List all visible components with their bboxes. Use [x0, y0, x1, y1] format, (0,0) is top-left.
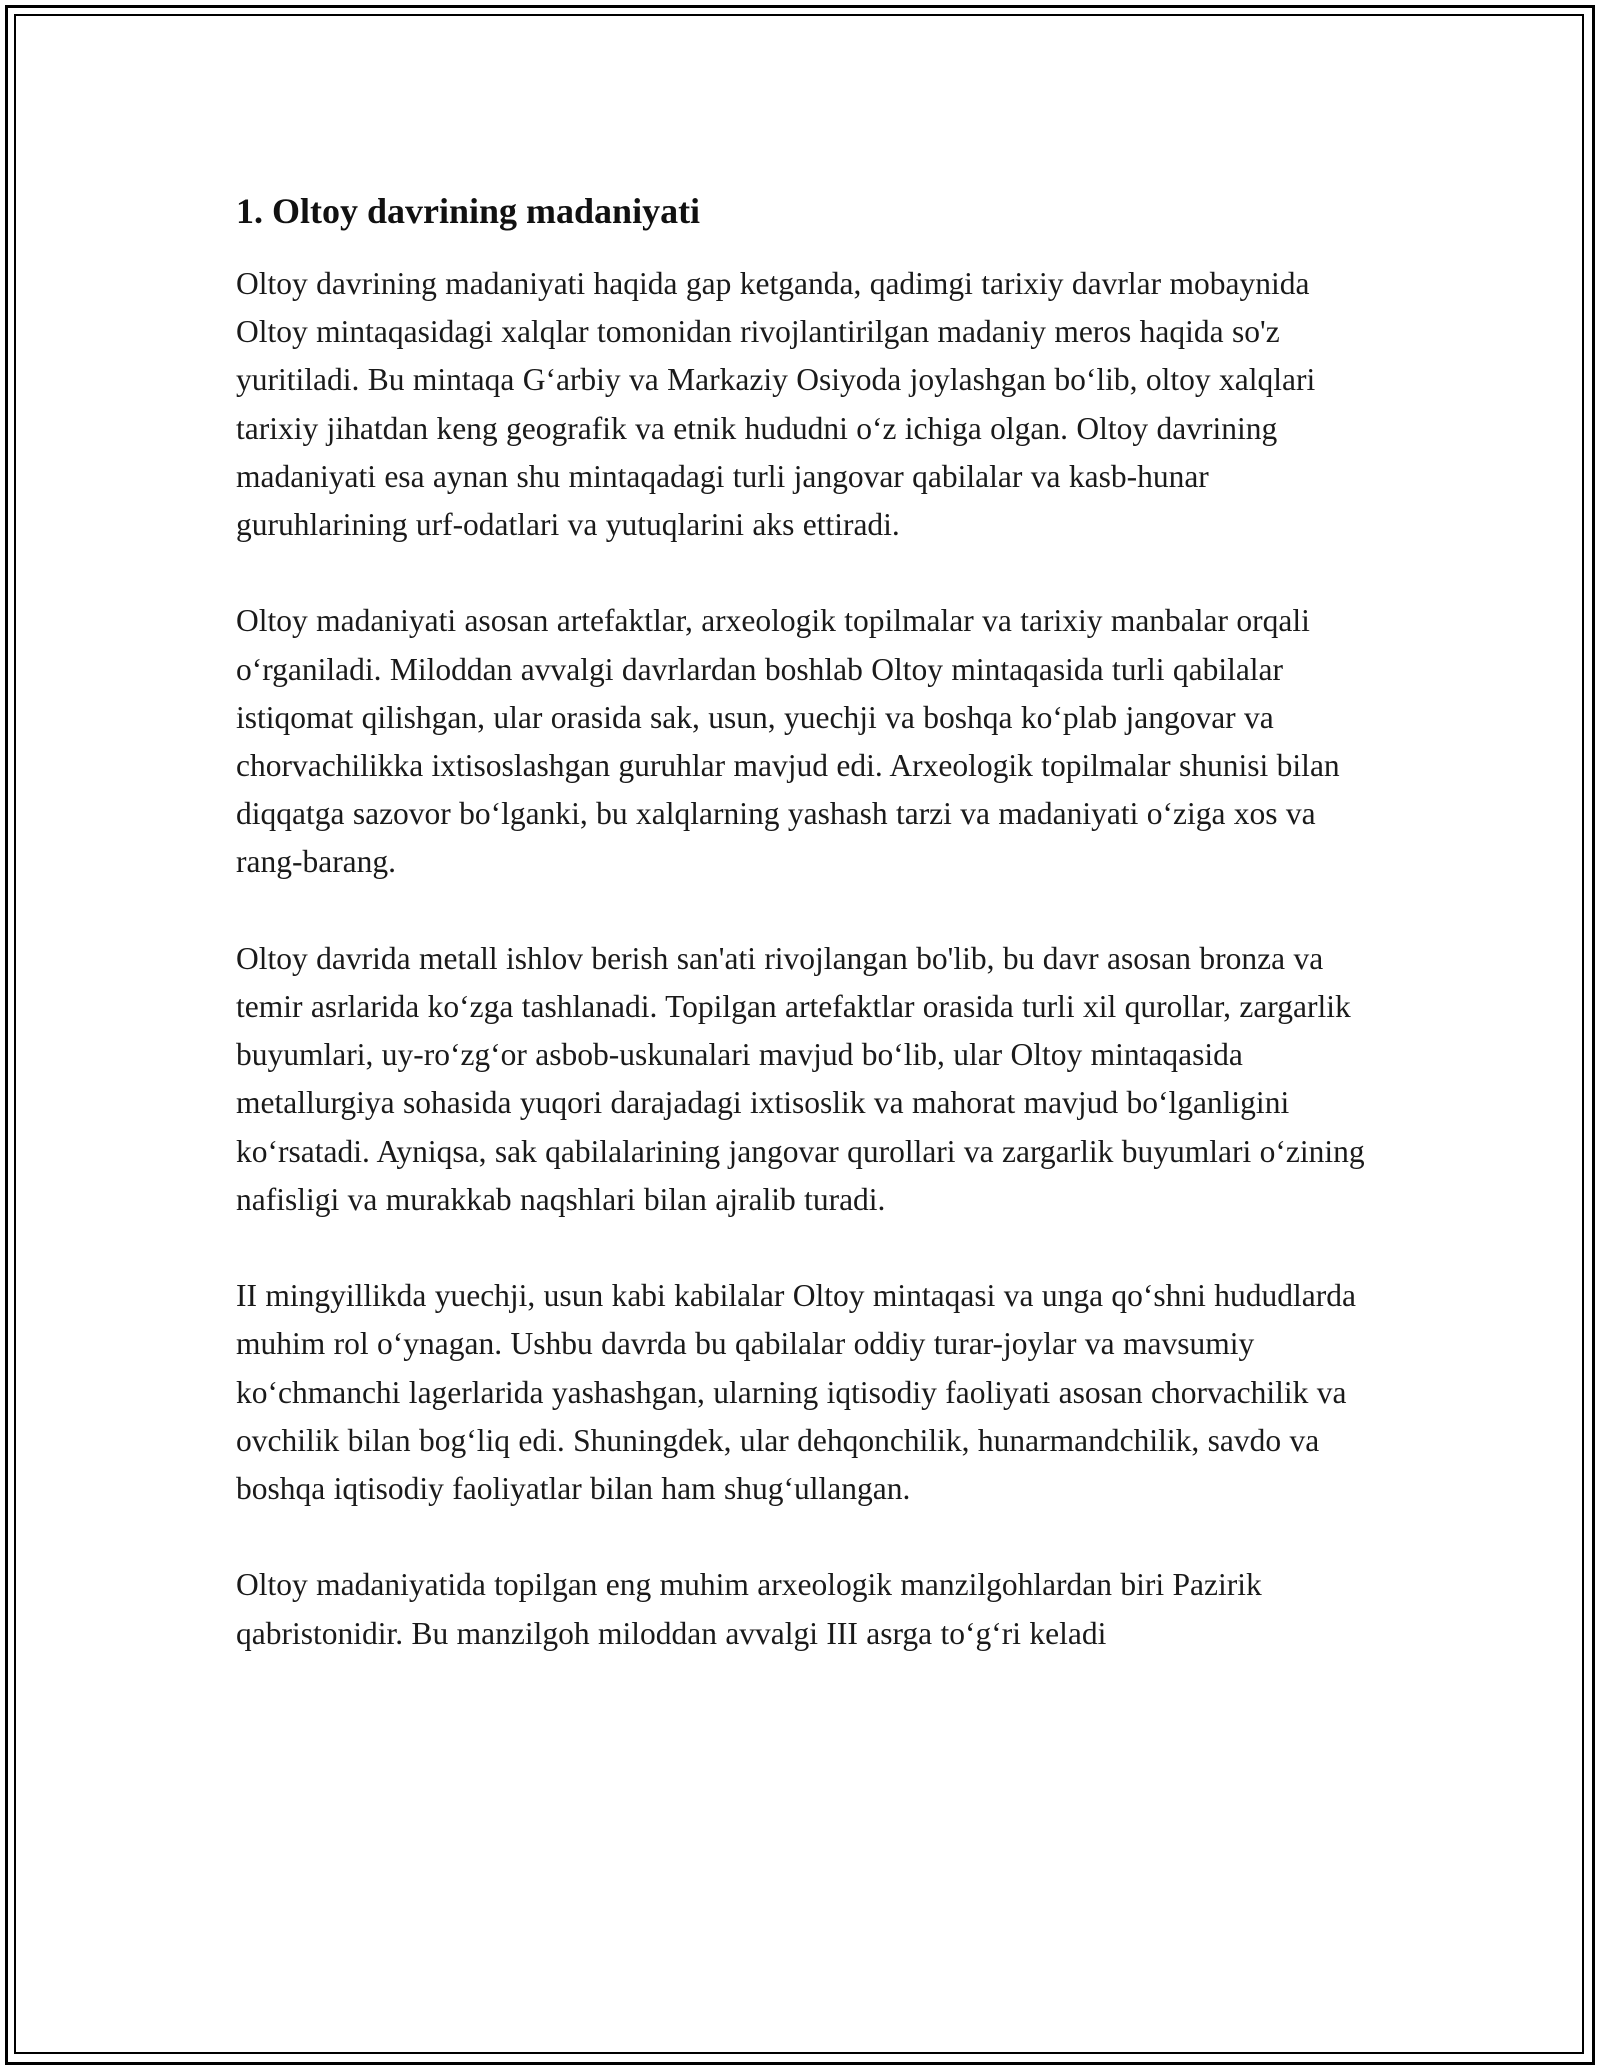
paragraph-intro: Oltoy davrining madaniyati haqida gap ketganda, qadimgi tarixiy davrlar mobaynida Oltoy mintaqasidagi xalqlar tomonidan rivojlantirilgan madaniy meros haqida so'z yuritiladi. Bu mintaqa G‘arbiy va Markaziy Osiyoda joylashgan bo‘lib, oltoy xalqlari tarixiy jihatdan keng geografik va etnik hududni o‘z ichiga olgan. Oltoy davrining madaniyati esa aynan shu mintaqadagi turli jangovar qabilalar va kasb-hunar guruhlarining urf-odatlari va yutuqlarini aks ettiradi.: [236, 266, 1316, 543]
paragraph-metalwork: Oltoy davrida metall ishlov berish san'ati rivojlangan bo'lib, bu davr asosan bronza va temir asrlarida ko‘zga tashlanadi. Topilgan artefaktlar orasida turli xil qurollar, zargarlik buyumlari, uy-ro‘zg‘or asbob-uskunalari mavjud bo‘lib, ular Oltoy mintaqasida metallurgiya sohasida yuqori darajadagi ixtisoslik va mahorat mavjud bo‘lganligini ko‘rsatadi. Ayniqsa, sak qabilalarining jangovar qurollari va zargarlik buyumlari o‘zining nafisligi va murakkab naqshlari bilan ajralib turadi.: [236, 940, 1365, 1217]
paragraph-artifacts: Oltoy madaniyati asosan artefaktlar, arxeologik topilmalar va tarixiy manbalar orqali o‘rganiladi. Miloddan avvalgi davrlardan boshlab Oltoy mintaqasida turli qabilalar istiqomat qilishgan, ular orasida sak, usun, yuechji va boshqa ko‘plab jangovar va chorvachilikka ixtisoslashgan guruhlar mavjud edi. Arxeologik topilmalar shunisi bilan diqqatga sazovor bo‘lganki, bu xalqlarning yashash tarzi va madaniyati o‘ziga xos va rang-barang.: [236, 603, 1340, 880]
document-body: [236, 186, 1376, 1658]
section-heading: 1. Oltoy davrining madaniyati: [236, 191, 701, 231]
paragraph-pazyryk: Oltoy madaniyatida topilgan eng muhim arxeologik manzilgohlardan biri Pazirik qabristonidir. Bu manzilgoh miloddan avvalgi III asrga to‘g‘ri keladi: [236, 1567, 1262, 1651]
paragraph-tribes: II mingyillikda yuechji, usun kabi kabilalar Oltoy mintaqasi va unga qo‘shni hududlarda muhim rol o‘ynagan. Ushbu davrda bu qabilalar oddiy turar-joylar va mavsumiy ko‘chmanchi lagerlarida yashashgan, ularning iqtisodiy faoliyati asosan chorvachilik va ovchilik bilan bog‘liq edi. Shuningdek, ular dehqonchilik, hunarmandchilik, savdo va boshqa iqtisodiy faoliyatlar bilan ham shug‘ullangan.: [236, 1278, 1357, 1507]
